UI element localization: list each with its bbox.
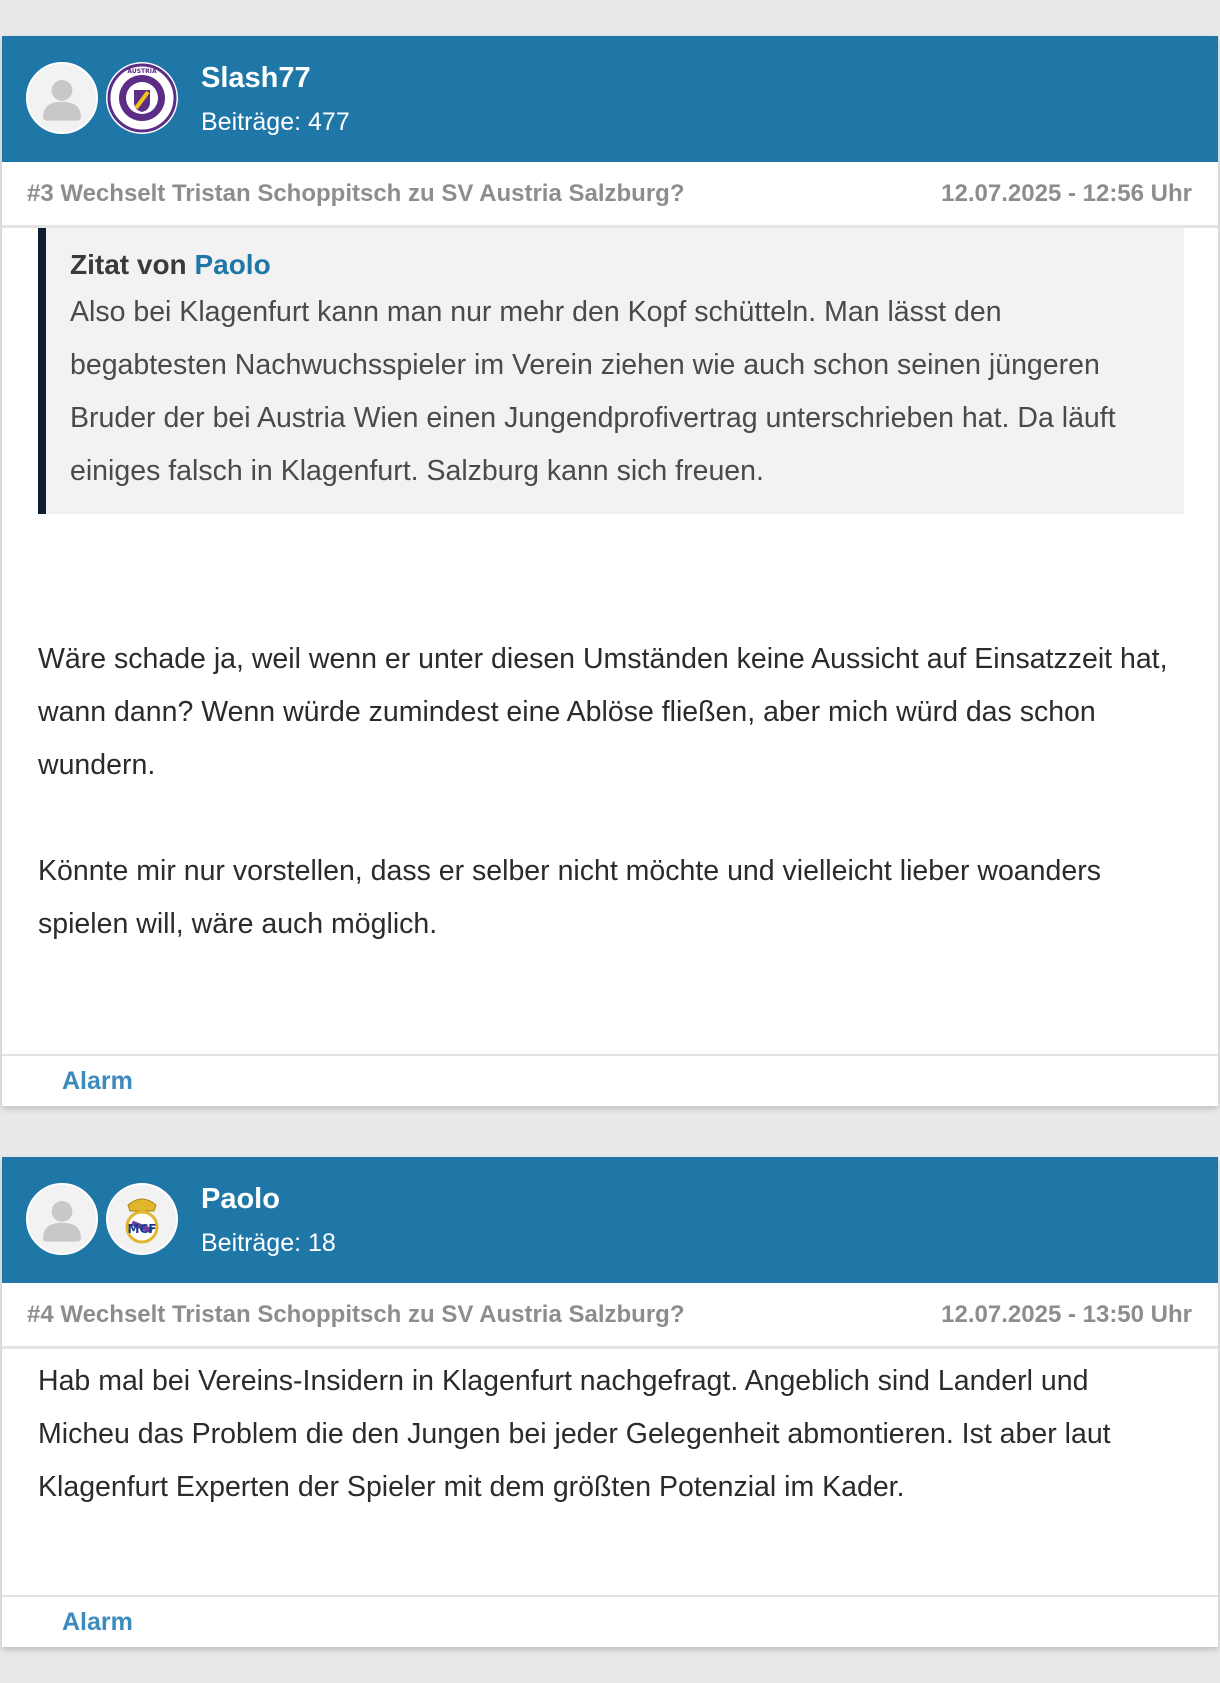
quote-block bbox=[38, 228, 1184, 514]
svg-text:MCF: MCF bbox=[127, 1222, 157, 1236]
subject-bar bbox=[2, 1283, 1218, 1349]
alarm-link[interactable]: Alarm bbox=[62, 1608, 133, 1636]
post-header bbox=[2, 1157, 1218, 1283]
post-footer bbox=[2, 1054, 1218, 1106]
post-footer bbox=[2, 1595, 1218, 1647]
post-subject: #3 Wechselt Tristan Schoppitsch zu SV Austria Salzburg? bbox=[27, 180, 685, 207]
username[interactable]: Paolo bbox=[201, 1183, 280, 1215]
forum-post bbox=[2, 1157, 1218, 1647]
post-paragraph: Wäre schade ja, weil wenn er unter diesen Umständen keine Aussicht auf Einsatzzeit hat, wann dann? Wenn würde zumindest eine Ablöse fließen, aber mich würd das schon wundern. bbox=[38, 643, 1168, 781]
post-body bbox=[38, 633, 1178, 951]
austria-klagenfurt-crest-icon bbox=[106, 62, 178, 134]
quote-author-link[interactable]: Paolo bbox=[194, 249, 271, 280]
svg-text:AUSTRIA: AUSTRIA bbox=[127, 68, 157, 75]
post-count: Beiträge: 18 bbox=[201, 1229, 336, 1257]
post-header bbox=[2, 36, 1218, 162]
real-madrid-crest-icon bbox=[106, 1183, 178, 1255]
quote-text: Also bei Klagenfurt kann man nur mehr den Kopf schütteln. Man lässt den begabtesten Nachwuchsspieler im Verein ziehen wie auch schon seinen jüngeren Bruder der bei Austria Wien einen Jungendprofivertrag unterschrieben hat. Da läuft einiges falsch in Klagenfurt. Salzburg kann sich freuen. bbox=[70, 296, 1116, 487]
post-date: 12.07.2025 - 13:50 Uhr bbox=[941, 1301, 1192, 1328]
post-subject: #4 Wechselt Tristan Schoppitsch zu SV Austria Salzburg? bbox=[27, 1301, 685, 1328]
forum-post bbox=[2, 36, 1218, 1106]
subject-bar bbox=[2, 162, 1218, 228]
quote-header bbox=[70, 246, 1144, 284]
username[interactable]: Slash77 bbox=[201, 62, 311, 94]
post-count: Beiträge: 477 bbox=[201, 108, 350, 136]
alarm-link[interactable]: Alarm bbox=[62, 1067, 133, 1095]
post-paragraph: Hab mal bei Vereins-Insidern in Klagenfurt nachgefragt. Angeblich sind Landerl und Micheu das Problem die den Jungen bei jeder Gelegenheit abmontieren. Ist aber laut Klagenfurt Experten der Spieler mit dem größten Potenzial im Kader. bbox=[38, 1365, 1111, 1503]
user-avatar-icon[interactable] bbox=[26, 62, 98, 134]
user-avatar-icon[interactable] bbox=[26, 1183, 98, 1255]
quote-prefix: Zitat von bbox=[70, 249, 187, 280]
post-paragraph: Könnte mir nur vorstellen, dass er selber nicht möchte und vielleicht lieber woanders spielen will, wäre auch möglich. bbox=[38, 855, 1101, 940]
post-body bbox=[38, 1355, 1178, 1514]
post-date: 12.07.2025 - 12:56 Uhr bbox=[941, 180, 1192, 207]
